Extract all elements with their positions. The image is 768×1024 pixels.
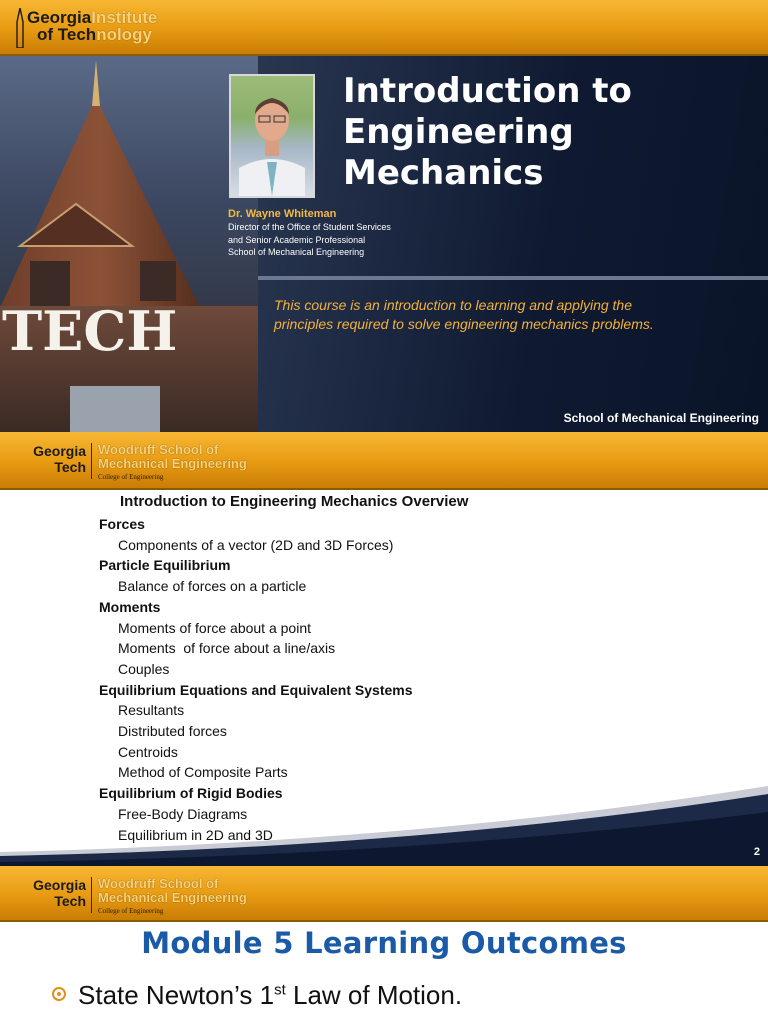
title-slide [0, 0, 768, 432]
topic-item: Equilibrium in 2D and 3D [118, 826, 273, 843]
bullet-text: State Newton’s 1 [78, 980, 275, 1010]
overview-heading: Introduction to Engineering Mechanics Overview [120, 493, 469, 510]
topic-item: Distributed forces [118, 723, 227, 740]
college-label: College of Engineering [98, 907, 164, 915]
ordinal-suffix: st [274, 981, 286, 999]
logo-text: Woodruff School of [98, 876, 219, 891]
outcome-bullet [52, 980, 462, 1011]
section-title: Equilibrium Equations and Equivalent Systems [99, 681, 413, 698]
georgia-tech-logo [27, 9, 157, 43]
logo-text: of Tech [37, 25, 97, 44]
header-bar [0, 0, 768, 56]
logo-divider [91, 877, 92, 913]
section-title: Equilibrium of Rigid Bodies [99, 785, 283, 802]
logo-text: Mechanical Engineering [98, 456, 247, 471]
logo-text: Mechanical Engineering [98, 890, 247, 905]
topic-item: Moments of force about a line/axis [118, 640, 336, 657]
description-line: principles required to solve engineering mechanics problems. [274, 316, 654, 332]
logo-text: Tech [54, 459, 86, 475]
logo-text: Woodruff School of [98, 442, 219, 457]
footer-swoosh [0, 772, 768, 866]
logo-text: Georgia [27, 8, 92, 27]
title-line: Engineering [343, 112, 574, 152]
logo-text: Georgia [33, 877, 86, 893]
georgia-tech-wordmark [18, 443, 86, 475]
section-title: Moments [99, 598, 161, 615]
course-description [274, 296, 754, 334]
presenter-portrait-icon [231, 76, 313, 196]
section-title: Forces [99, 516, 145, 532]
building-sign: TECH [2, 299, 178, 363]
slide-title [343, 71, 743, 194]
college-label: College of Engineering [98, 473, 164, 481]
woodruff-wordmark [98, 443, 247, 471]
presenter-school: School of Mechanical Engineering [228, 247, 365, 257]
presenter-role: and Senior Academic Professional [228, 234, 366, 245]
presenter-role: Director of the Office of Student Services [228, 222, 391, 232]
topic-item: Free-Body Diagrams [118, 805, 248, 822]
learning-outcomes-slide [0, 866, 768, 1024]
header-bar [0, 866, 768, 922]
description-line: This course is an introduction to learning and applying the [274, 297, 632, 313]
topic-item: Balance of forces on a particle [118, 578, 307, 595]
georgia-tech-wordmark [18, 877, 86, 909]
logo-divider [91, 443, 92, 479]
topic-item: Centroids [118, 743, 178, 760]
header-bar [0, 432, 768, 490]
section-title: Particle Equilibrium [99, 557, 231, 574]
page-number: 2 [753, 846, 760, 858]
logo-text: Institute [91, 8, 158, 27]
presenter-photo [229, 74, 315, 198]
presenter-info [228, 207, 391, 259]
woodruff-wordmark [98, 877, 247, 905]
title-line: Introduction to [343, 71, 632, 111]
tower-logo-icon [16, 8, 24, 48]
logo-text: Georgia [33, 443, 86, 459]
topic-item: Components of a vector (2D and 3D Forces) [118, 536, 394, 553]
logo-text: Tech [54, 893, 86, 909]
overview-slide [0, 432, 768, 866]
topic-item: Resultants [118, 702, 185, 719]
title-line: Mechanics [343, 153, 544, 193]
slide-footer: School of Mechanical Engineering [563, 411, 759, 425]
module-title: Module 5 Learning Outcomes [141, 926, 627, 960]
topic-item: Moments of force about a point [118, 619, 311, 636]
bullet-text: Law of Motion. [285, 980, 463, 1010]
logo-text: nology [96, 25, 152, 44]
topic-item: Couples [118, 660, 170, 677]
topic-item: Method of Composite Parts [118, 764, 288, 781]
bullet-circle-icon [52, 987, 66, 1001]
presenter-name: Dr. Wayne Whiteman [228, 208, 337, 220]
tech-tower-photo [0, 56, 258, 432]
tech-tower-illustration [0, 56, 258, 432]
